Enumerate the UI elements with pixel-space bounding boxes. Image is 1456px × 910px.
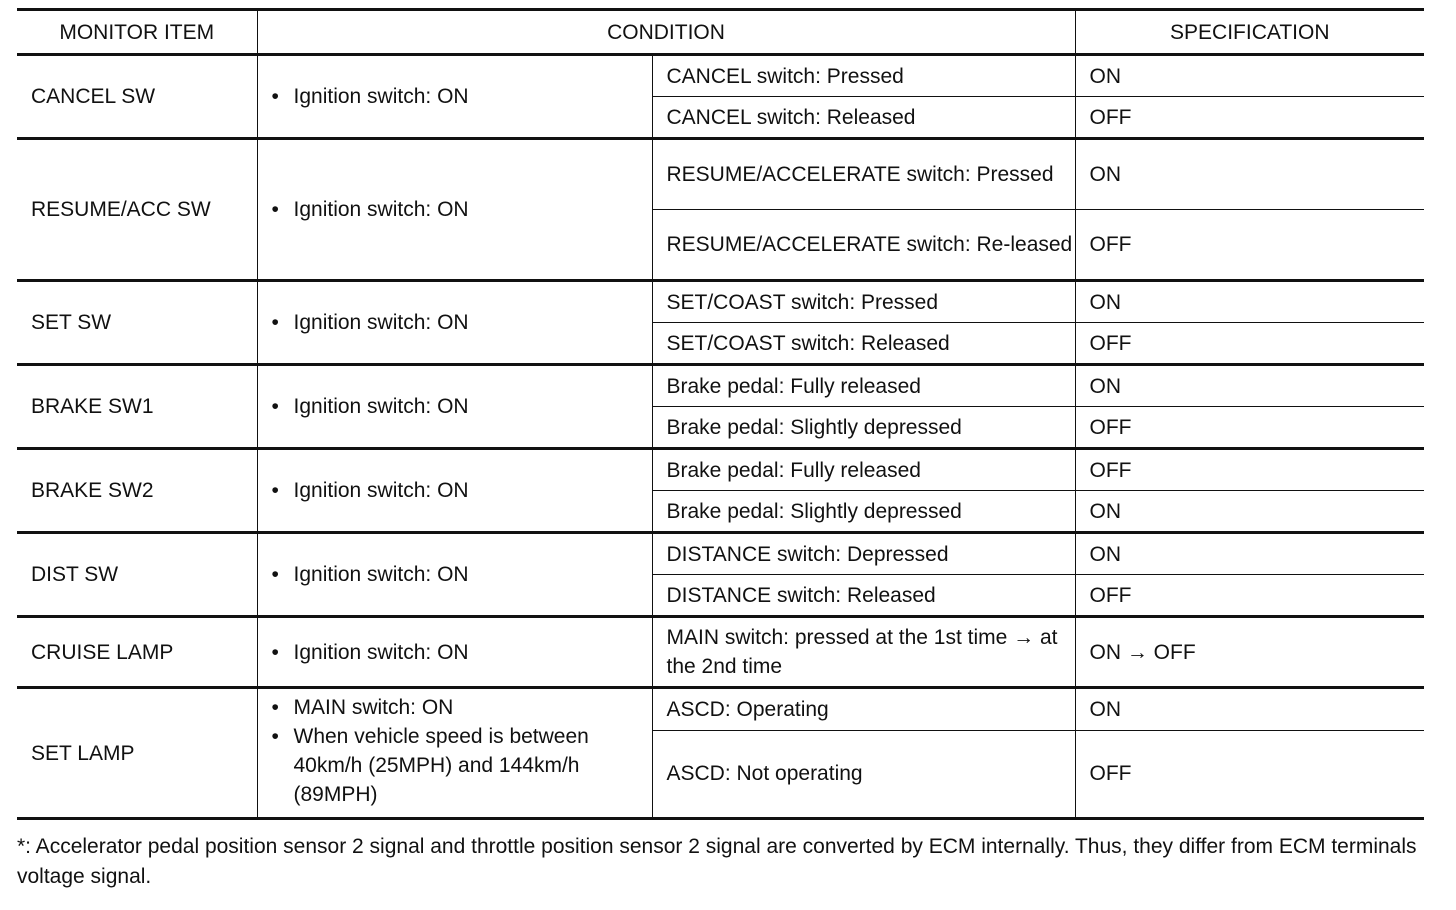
specification-cell: ON — [1075, 491, 1424, 533]
condition-bullet: • Ignition switch: ON — [294, 392, 652, 421]
header-condition: CONDITION — [257, 10, 1075, 55]
base-condition-cell — [257, 449, 652, 533]
table-row — [17, 533, 1424, 575]
condition-bullet: • Ignition switch: ON — [294, 560, 652, 589]
monitor-item-cell: RESUME/ACC SW — [17, 139, 257, 281]
condition-bullet-list — [272, 195, 652, 224]
footnote: *: Accelerator pedal position sensor 2 signal and throttle position sensor 2 signal are converted by ECM internally. Thus, they differ from ECM terminals voltage signal. — [17, 835, 1417, 888]
base-condition-cell — [257, 688, 652, 819]
condition-bullet-list — [272, 392, 652, 421]
specification-cell: ON — [1075, 533, 1424, 575]
sub-condition-cell: ASCD: Operating — [652, 688, 1075, 731]
sub-condition-cell: Brake pedal: Fully released — [652, 449, 1075, 491]
monitor-spec-table — [17, 8, 1424, 820]
sub-condition-cell: ASCD: Not operating — [652, 730, 1075, 818]
table-row — [17, 617, 1424, 688]
monitor-item-cell: SET LAMP — [17, 688, 257, 819]
specification-cell: OFF — [1075, 210, 1424, 281]
sub-condition-cell: SET/COAST switch: Pressed — [652, 281, 1075, 323]
specification-cell: ON → OFF — [1075, 617, 1424, 688]
monitor-item-cell: BRAKE SW1 — [17, 365, 257, 449]
condition-bullet-list — [272, 308, 652, 337]
monitor-item-cell: CANCEL SW — [17, 55, 257, 139]
condition-bullet: • Ignition switch: ON — [294, 195, 652, 224]
condition-bullet: • When vehicle speed is between 40km/h (25MPH) and 144km/h (89MPH) — [294, 722, 652, 809]
table-row — [17, 688, 1424, 731]
header-monitor-item: MONITOR ITEM — [17, 10, 257, 55]
base-condition-cell — [257, 139, 652, 281]
specification-cell: ON — [1075, 365, 1424, 407]
specification-cell: OFF — [1075, 730, 1424, 818]
condition-bullet: • Ignition switch: ON — [294, 476, 652, 505]
condition-bullet: • Ignition switch: ON — [294, 308, 652, 337]
base-condition-cell — [257, 533, 652, 617]
specification-cell: ON — [1075, 281, 1424, 323]
sub-condition-cell: Brake pedal: Slightly depressed — [652, 491, 1075, 533]
sub-condition-cell: DISTANCE switch: Released — [652, 575, 1075, 617]
specification-cell: ON — [1075, 55, 1424, 97]
specification-cell: ON — [1075, 688, 1424, 731]
sub-condition-cell: SET/COAST switch: Released — [652, 323, 1075, 365]
specification-cell: OFF — [1075, 575, 1424, 617]
sub-condition-cell: RESUME/ACCELERATE switch: Re-leased — [652, 210, 1075, 281]
sub-condition-cell: MAIN switch: pressed at the 1st time → at the 2nd time — [652, 617, 1075, 688]
condition-bullet: • Ignition switch: ON — [294, 82, 652, 111]
monitor-item-cell: BRAKE SW2 — [17, 449, 257, 533]
base-condition-cell — [257, 365, 652, 449]
specification-cell: OFF — [1075, 449, 1424, 491]
sub-condition-cell: CANCEL switch: Released — [652, 97, 1075, 139]
specification-cell: OFF — [1075, 323, 1424, 365]
sub-condition-cell: Brake pedal: Slightly depressed — [652, 407, 1075, 449]
base-condition-cell — [257, 617, 652, 688]
table-row — [17, 281, 1424, 323]
monitor-item-cell: CRUISE LAMP — [17, 617, 257, 688]
specification-cell: ON — [1075, 139, 1424, 210]
sub-condition-cell: Brake pedal: Fully released — [652, 365, 1075, 407]
base-condition-cell — [257, 281, 652, 365]
sub-condition-cell: RESUME/ACCELERATE switch: Pressed — [652, 139, 1075, 210]
table-row — [17, 139, 1424, 210]
table-row — [17, 365, 1424, 407]
condition-bullet-list — [272, 638, 652, 667]
condition-bullet: • Ignition switch: ON — [294, 638, 652, 667]
header-row — [17, 10, 1424, 55]
condition-bullet: • MAIN switch: ON — [294, 693, 652, 722]
specification-cell: OFF — [1075, 407, 1424, 449]
table-row — [17, 55, 1424, 97]
condition-bullet-list — [272, 560, 652, 589]
specification-cell: OFF — [1075, 97, 1424, 139]
monitor-item-cell: DIST SW — [17, 533, 257, 617]
base-condition-cell — [257, 55, 652, 139]
sub-condition-cell: DISTANCE switch: Depressed — [652, 533, 1075, 575]
condition-bullet-list — [272, 476, 652, 505]
condition-bullet-list — [272, 693, 652, 809]
condition-bullet-list — [272, 82, 652, 111]
header-specification: SPECIFICATION — [1075, 10, 1424, 55]
table-row — [17, 449, 1424, 491]
sub-condition-cell: CANCEL switch: Pressed — [652, 55, 1075, 97]
monitor-item-cell: SET SW — [17, 281, 257, 365]
